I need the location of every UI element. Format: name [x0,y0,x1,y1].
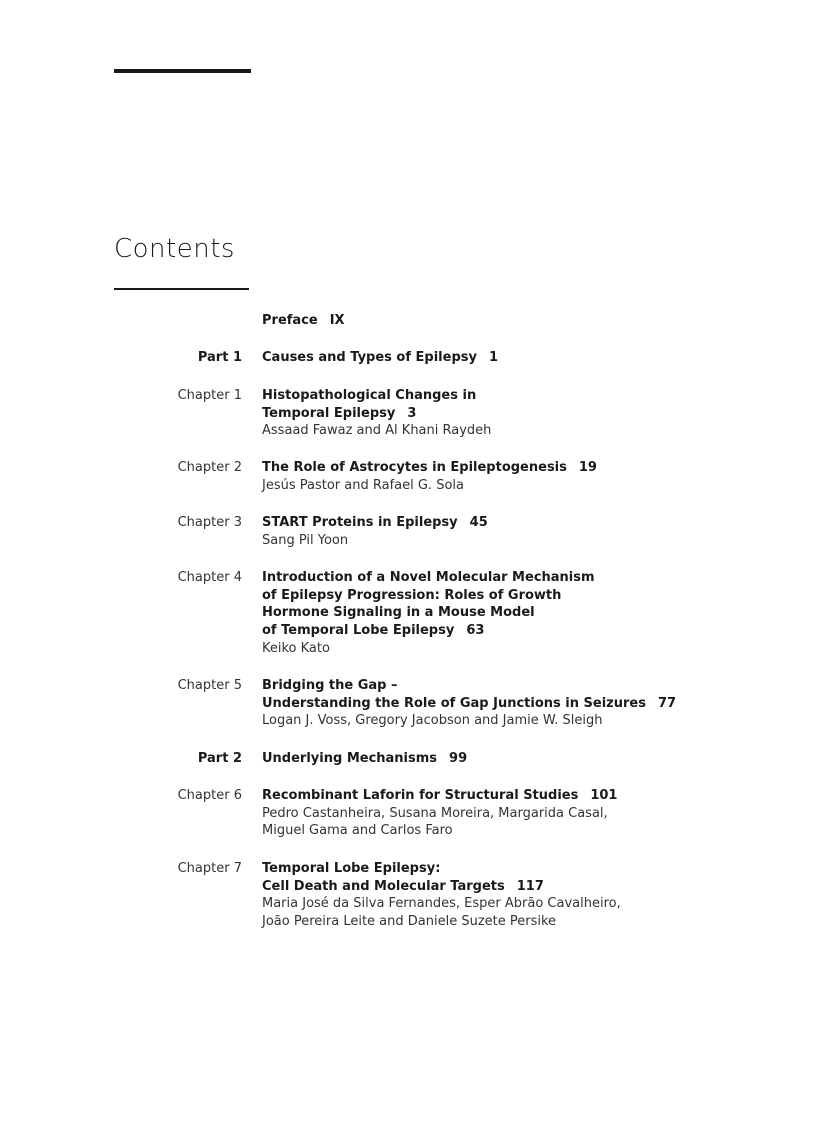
part-label: Part 2 [197,751,242,766]
chapter-title-line: Understanding the Role of Gap Junctions in Seizures [262,695,646,711]
chapter-page: 77 [657,695,677,711]
chapter-authors: Sang Pil Yoon [262,532,349,548]
chapter-page: 117 [516,878,544,894]
top-rule [114,69,251,73]
preface-page: IX [329,313,345,328]
chapter-title-line: of Epilepsy Progression: Roles of Growth [262,587,562,603]
part-title: Underlying Mechanisms [262,751,438,766]
chapter-title-line: Introduction of a Novel Molecular Mechanism [262,570,595,585]
chapter-label: Chapter 1 [177,388,242,403]
chapter-label: Chapter 6 [177,788,242,803]
chapter-title-line: START Proteins in Epilepsy [262,515,458,530]
chapter-title-line: The Role of Astrocytes in Epileptogenesis [262,460,567,475]
chapter-page: 45 [469,515,488,530]
chapter-page: 3 [407,405,417,421]
chapter-title-line: Temporal Epilepsy [262,405,396,421]
chapter-page: 63 [466,623,485,639]
chapter-authors: Maria José da Silva Fernandes, Esper Abrão Cavalheiro, [262,896,621,912]
chapter-title-line: Cell Death and Molecular Targets [262,878,505,894]
chapter-title-line: Bridging the Gap – [262,678,398,693]
chapter-label: Chapter 7 [177,861,242,876]
chapter-page: 101 [590,788,618,803]
chapter-authors: Logan J. Voss, Gregory Jacobson and Jamie W. Sleigh [262,713,603,729]
chapter-authors: Miguel Gama and Carlos Faro [262,823,453,839]
part-page: 1 [488,350,499,365]
chapter-authors: Jesús Pastor and Rafael G. Sola [262,477,464,493]
chapter-authors: Pedro Castanheira, Susana Moreira, Margarida Casal, [262,805,608,821]
chapter-label: Chapter 4 [177,570,242,585]
heading-rule [114,288,249,290]
chapter-authors: Keiko Kato [262,640,330,656]
chapter-authors: Assaad Fawaz and Al Khani Raydeh [262,423,492,439]
chapter-page: 19 [578,460,597,475]
chapter-label: Chapter 3 [177,515,242,530]
chapter-label: Chapter 2 [177,460,242,475]
chapter-title-line: of Temporal Lobe Epilepsy [262,623,455,639]
part-label: Part 1 [197,350,242,365]
chapter-title-line: Hormone Signaling in a Mouse Model [262,605,535,621]
chapter-title-line: Temporal Lobe Epilepsy: [262,861,441,876]
chapter-authors: João Pereira Leite and Daniele Suzete Persike [262,914,557,930]
preface-title: Preface [262,313,318,328]
chapter-label: Chapter 5 [177,678,242,693]
page-title: Contents [114,234,235,264]
chapter-title-line: Recombinant Laforin for Structural Studies [262,788,579,803]
part-title: Causes and Types of Epilepsy [262,350,477,365]
chapter-title-line: Histopathological Changes in [262,388,477,403]
part-page: 99 [449,751,468,766]
